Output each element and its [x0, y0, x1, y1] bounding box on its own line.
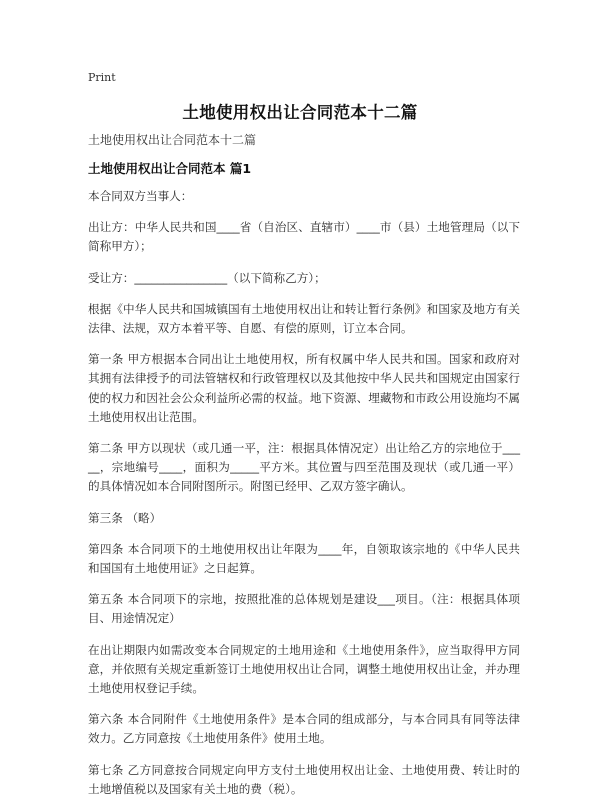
document-subtitle: 土地使用权出让合同范本十二篇 [88, 133, 257, 147]
paragraph-article-3: 第三条 （略） [88, 510, 162, 525]
print-link[interactable]: Print [88, 71, 116, 84]
paragraph-article-6: 第六条 本合同附件《土地使用条件》是本合同的组成部分，与本合同具有同等法律效力。乙方同意按《土地使用条件》使用土地。 [88, 712, 520, 746]
paragraph-parties-intro: 本合同双方当事人： [88, 189, 193, 203]
section-heading: 土地使用权出让合同范本 篇1 [88, 161, 252, 176]
paragraph-article-2: 第二条 甲方以现状（或几通一平，注：根据具体情况定）出让给乙方的宗地位于_____，宗地编号____，面积为_____平方米。其位置与四至范围及现状（或几通一平）的具体情况如本合同附图所示。附图已经甲、乙双方签字确认。 [88, 441, 520, 494]
paragraph-article-7: 第七条 乙方同意按合同规定向甲方支付土地使用权出让金、土地使用费、转让时的土地增值税以及国家有关土地的费（税）。 [88, 762, 520, 796]
page-title: 土地使用权出让合同范本十二篇 [182, 103, 418, 122]
paragraph-article-5: 第五条 本合同项下的宗地，按照批准的总体规划是建设___项目。（注：根据具体项目、用途情况定） [88, 592, 520, 626]
document-body [88, 187, 520, 811]
paragraph-land-use-change: 在出让期限内如需改变本合同规定的土地用途和《土地使用条件》，应当取得甲方同意，并依照有关规定重新签订土地使用权出让合同，调整土地使用权出让金，并办理土地使用权登记手续。 [88, 642, 520, 696]
paragraph-article-4: 第四条 本合同项下的土地使用权出让年限为____年，自领取该宗地的《中华人民共和国国有土地使用证》之日起算。 [88, 541, 520, 576]
paragraph-article-1: 第一条 甲方根据本合同出让土地使用权，所有权属中华人民共和国。国家和政府对其拥有法律授予的司法管辖权和行政管理权以及其他按中华人民共和国规定由国家行使的权力和因社会公众利益所必需的权益。地下资源、埋藏物和市政公用设施均不属土地使用权出让范围。 [88, 352, 520, 424]
paragraph-grantor: 出让方：中华人民共和国____省（自治区、直辖市）____市（县）土地管理局（以下简称甲方）； [88, 220, 520, 254]
paragraph-legal-basis: 根据《中华人民共和国城镇国有土地使用权出让和转让暂行条例》和国家及地方有关法律、法规，双方本着平等、自愿、有偿的原则，订立本合同。 [88, 301, 520, 336]
paragraph-grantee: 受让方：________________（以下简称乙方）； [88, 270, 326, 285]
